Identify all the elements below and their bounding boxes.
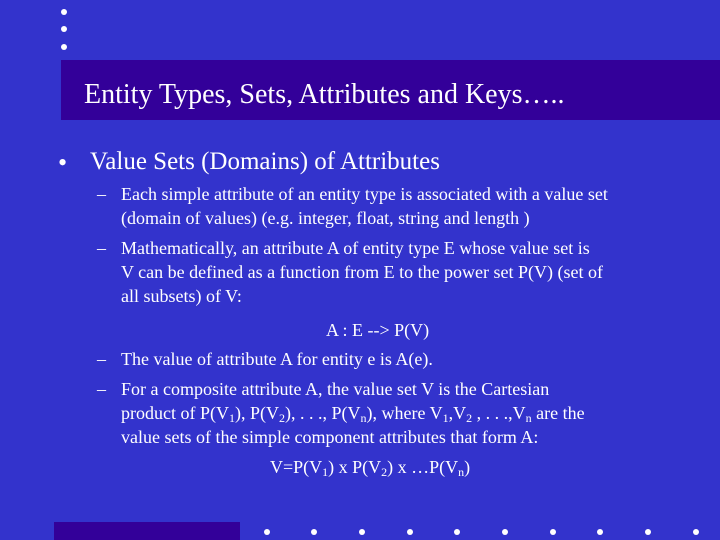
dash-marker: –: [97, 184, 106, 204]
text-run: are the: [531, 403, 585, 423]
decor-dot: [61, 44, 67, 50]
subscript: n: [525, 411, 532, 425]
decor-dot: [359, 529, 365, 535]
decor-dot: [61, 26, 67, 32]
sub-bullet-4-line-1: For a composite attribute A, the value set V is the Cartesian: [121, 379, 550, 399]
formula-cartesian: [270, 455, 470, 479]
decor-dot: [645, 529, 651, 535]
subscript: 2: [381, 465, 388, 479]
subscript: 1: [228, 411, 235, 425]
decor-dot: [311, 529, 317, 535]
text-run: ) x …P(V: [387, 457, 459, 477]
text-run: V=P(V: [270, 457, 323, 477]
decor-dot: [693, 529, 699, 535]
sub-bullet-1-line-1: Each simple attribute of an entity type is associated with a value set: [121, 184, 608, 204]
subscript: 2: [278, 411, 285, 425]
sub-bullet-4-line-2: [121, 401, 585, 425]
decor-dot: [407, 529, 413, 535]
dash-marker: –: [97, 379, 106, 399]
text-run: ,V: [448, 403, 467, 423]
decor-dot: [454, 529, 460, 535]
text-run: product of P(V: [121, 403, 229, 423]
text-run: , . . .,V: [472, 403, 526, 423]
bullet-heading: Value Sets (Domains) of Attributes: [90, 148, 440, 175]
sub-bullet-2-line-1: Mathematically, an attribute A of entity type E whose value set is: [121, 238, 590, 258]
slide-title: Entity Types, Sets, Attributes and Keys…..: [84, 79, 565, 110]
subscript: 1: [442, 411, 449, 425]
subscript: n: [360, 411, 367, 425]
bottom-bar: [54, 522, 240, 540]
decor-dot: [61, 9, 67, 15]
decor-dot: [597, 529, 603, 535]
subscript: 2: [466, 411, 473, 425]
dash-marker: –: [97, 238, 106, 258]
sub-bullet-1-line-2: (domain of values) (e.g. integer, float, string and length ): [121, 208, 530, 228]
decor-dot: [550, 529, 556, 535]
text-run: ) x P(V: [328, 457, 382, 477]
bullet-marker: •: [58, 148, 68, 177]
dash-marker: –: [97, 349, 106, 369]
decor-dot: [264, 529, 270, 535]
sub-bullet-3: The value of attribute A for entity e is A(e).: [121, 349, 433, 369]
decor-dot: [502, 529, 508, 535]
sub-bullet-4-line-3: value sets of the simple component attributes that form A:: [121, 427, 539, 447]
text-run: ), where V: [366, 403, 443, 423]
text-run: ), . . ., P(V: [284, 403, 361, 423]
text-run: ): [464, 457, 471, 477]
subscript: 1: [322, 465, 329, 479]
text-run: ), P(V: [234, 403, 279, 423]
sub-bullet-2-line-3: all subsets) of V:: [121, 286, 242, 306]
sub-bullet-2-line-2: V can be defined as a function from E to the power set P(V) (set of: [121, 262, 604, 282]
formula-mapping: A : E --> P(V): [326, 320, 430, 340]
subscript: n: [458, 465, 465, 479]
